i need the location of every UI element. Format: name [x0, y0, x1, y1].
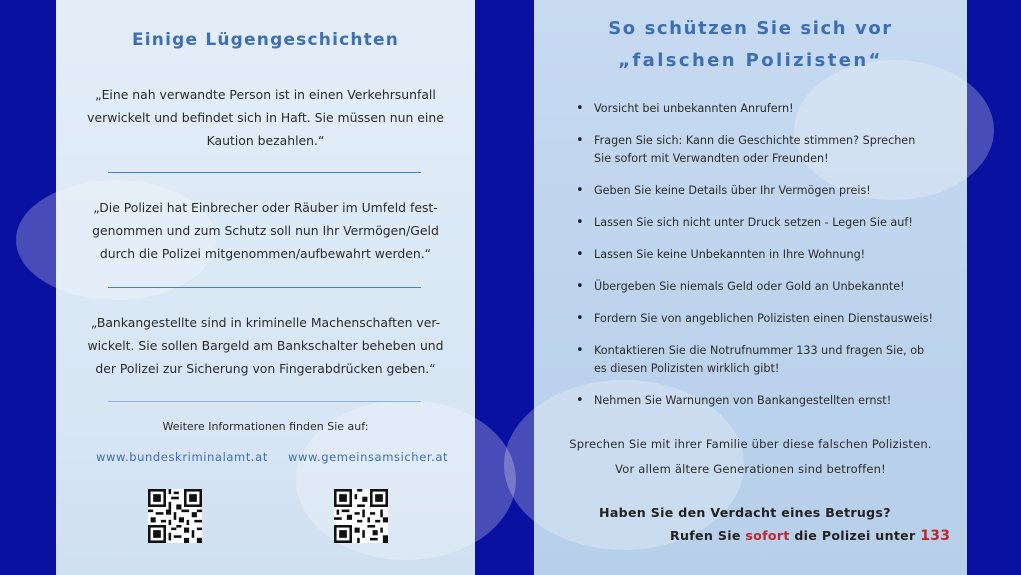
cta-highlight-sofort: sofort: [745, 528, 790, 543]
quote-2-line: „Die Polizei hat Einbrecher oder Räuber im Umfeld fest-: [93, 200, 438, 215]
cta-text: die Polizei unter: [789, 528, 921, 543]
qr-code-icon: [334, 489, 388, 543]
divider: [108, 401, 421, 402]
closing-line-1: Sprechen Sie mit ihrer Familie über diese falschen Polizisten.: [569, 437, 932, 451]
left-title: Einige Lügengeschichten: [131, 30, 400, 50]
info-text: Weitere Informationen finden Sie auf:: [162, 420, 369, 433]
tip-item: • Lassen Sie keine Unbekannten in Ihre Wohnung!: [574, 246, 934, 264]
tip-item: • Nehmen Sie Warnungen von Bankangestellten ernst!: [574, 392, 934, 410]
link-gemeinsamsicher[interactable]: www.gemeinsamsicher.at: [288, 450, 449, 464]
quote-1-line: „Eine nah verwandte Person ist in einen Verkehrsunfall: [95, 87, 436, 102]
qr-code-icon: [148, 489, 202, 543]
right-flyer-panel: [534, 0, 967, 575]
tips-list: [574, 100, 934, 424]
right-title-line-1: So schützen Sie sich vor: [608, 18, 893, 39]
emergency-number: 133: [920, 528, 951, 544]
quote-1-line: Kaution bezahlen.“: [206, 133, 325, 148]
left-flyer-panel: [56, 0, 475, 575]
divider: [108, 287, 421, 288]
quote-3-line: der Polizei zur Sicherung von Fingerabdrücken geben.“: [95, 361, 436, 376]
link-bundeskriminalamt[interactable]: www.bundeskriminalamt.at: [96, 450, 268, 464]
quote-2-line: durch die Polizei mitgenommen/aufbewahrt werden.“: [99, 246, 432, 261]
quote-3: [76, 311, 455, 380]
quote-2: [76, 196, 455, 265]
closing-line-2: Vor allem ältere Generationen sind betroffen!: [615, 462, 886, 476]
tip-item: • Übergeben Sie niemals Geld oder Gold an Unbekannte!: [574, 278, 934, 296]
cta-call-line: [670, 528, 950, 544]
cta-question: Haben Sie den Verdacht eines Betrugs?: [599, 505, 891, 520]
tip-item: • Fordern Sie von angeblichen Polizisten einen Dienstausweis!: [574, 310, 934, 328]
quote-3-line: wickelt. Sie sollen Bargeld am Bankschalter beheben und: [87, 338, 444, 353]
qr-code-gemeinsamsicher[interactable]: [334, 489, 388, 543]
right-title-line-2: „falschen Polizisten“: [618, 50, 883, 71]
quote-2-line: genommen und zum Schutz soll nun Ihr Vermögen/Geld: [92, 223, 439, 238]
qr-code-bundeskriminalamt[interactable]: [148, 489, 202, 543]
tip-item: • Kontaktieren Sie die Notrufnummer 133 und fragen Sie, ob es diesen Polizisten wirklich gibt!: [574, 342, 934, 378]
quote-1-line: verwickelt und befindet sich in Haft. Sie müssen nun eine: [87, 110, 444, 125]
quote-3-line: „Bankangestellte sind in kriminelle Machenschaften ver-: [90, 315, 441, 330]
quote-1: [76, 83, 455, 152]
tip-item: • Lassen Sie sich nicht unter Druck setzen - Legen Sie auf!: [574, 214, 934, 232]
divider: [108, 172, 421, 173]
cta-text: Rufen Sie: [670, 528, 746, 543]
tip-item: • Fragen Sie sich: Kann die Geschichte stimmen? Sprechen Sie sofort mit Verwandten oder Freunden!: [574, 132, 934, 168]
tip-item: • Geben Sie keine Details über Ihr Vermögen preis!: [574, 182, 934, 200]
tip-item: • Vorsicht bei unbekannten Anrufern!: [574, 100, 934, 118]
